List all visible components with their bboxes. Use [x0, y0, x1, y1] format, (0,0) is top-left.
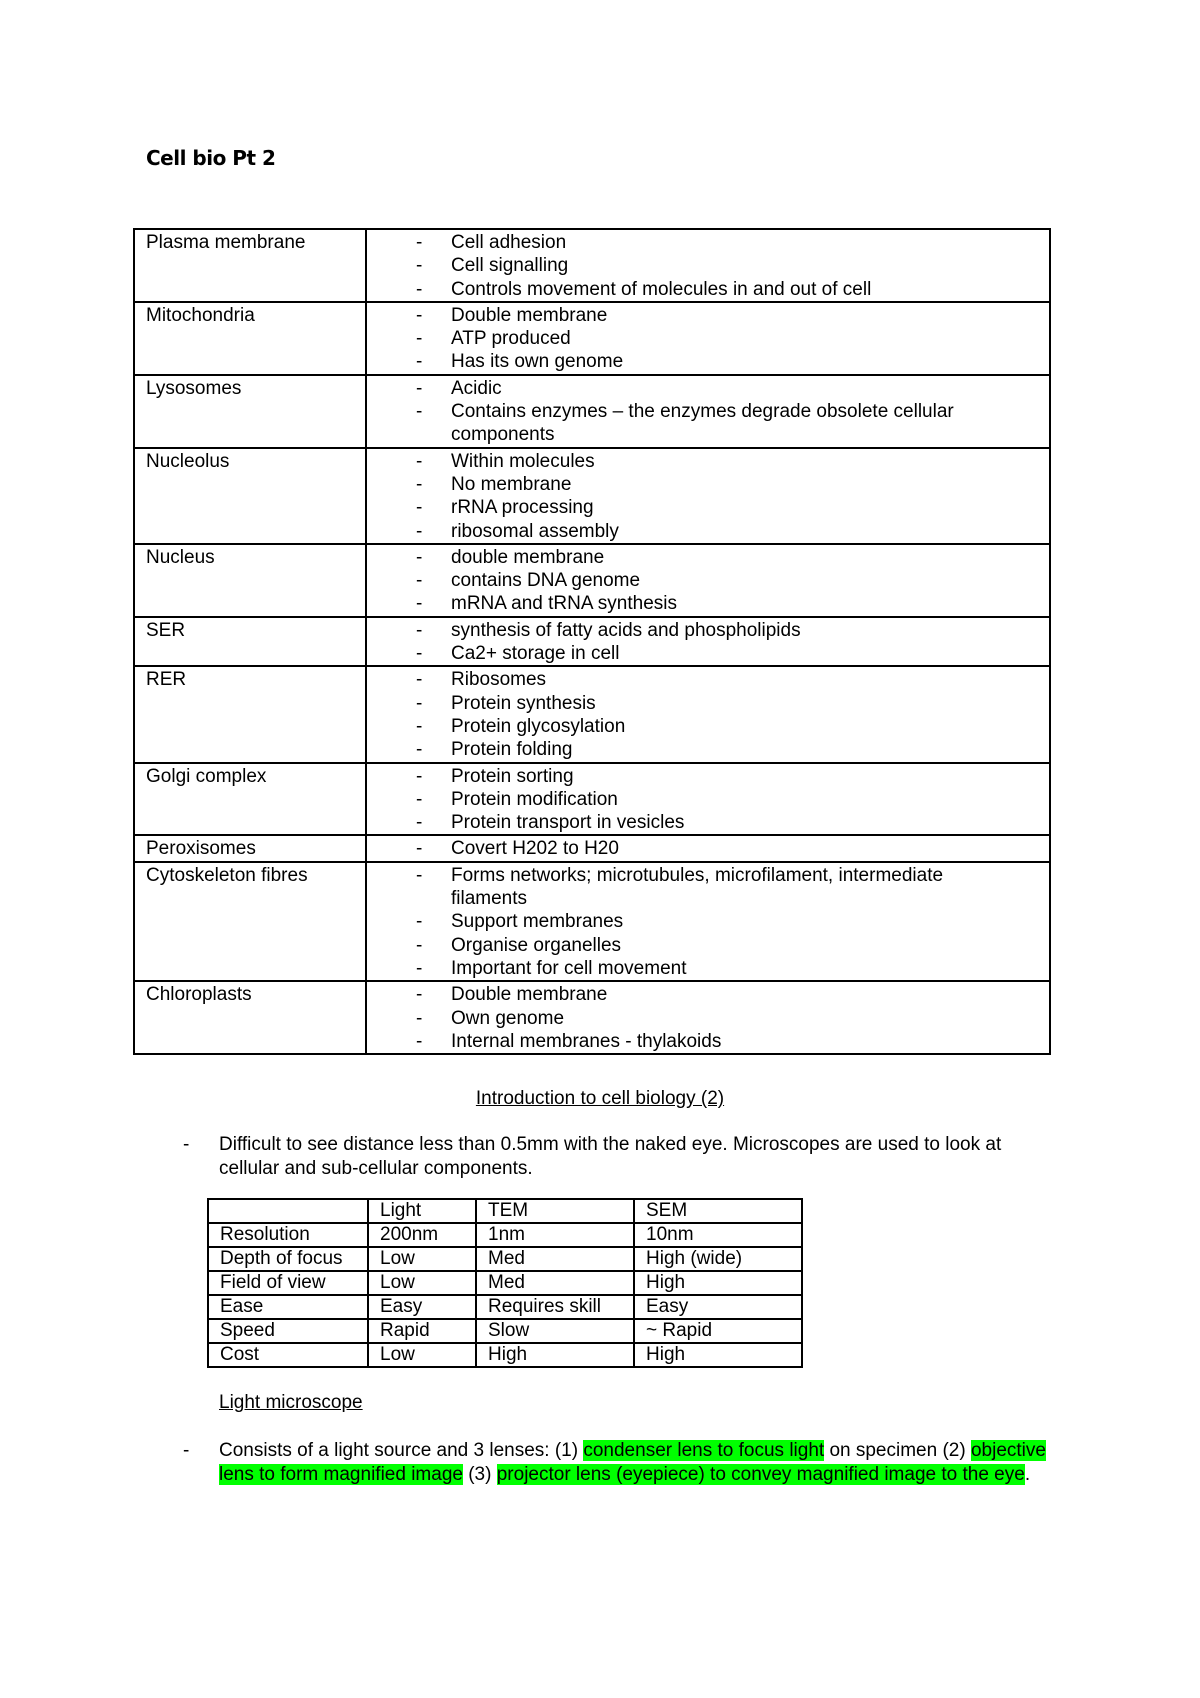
organelle-point-text: Support membranes — [451, 911, 624, 933]
bullet-dash: - — [416, 812, 423, 834]
microscope-comparison-table — [207, 1198, 803, 1368]
light-microscope-bullet — [183, 1439, 1053, 1486]
table-cell: 200nm — [368, 1223, 476, 1247]
highlighted-text: projector lens (eyepiece) to convey magnified image to the eye — [496, 1463, 1025, 1485]
organelle-table — [133, 228, 1051, 1055]
organelle-row — [134, 302, 1050, 375]
organelle-point — [367, 569, 1049, 592]
organelle-point — [367, 788, 1049, 811]
organelle-point-text: No membrane — [451, 473, 572, 495]
organelle-points — [366, 617, 1050, 667]
organelle-name: Cytoskeleton fibres — [134, 862, 366, 981]
organelle-row — [134, 862, 1050, 981]
organelle-row — [134, 617, 1050, 667]
highlighted-text: condenser lens to focus light — [583, 1440, 825, 1461]
organelle-point — [367, 350, 1049, 373]
bullet-dash: - — [416, 984, 423, 1006]
light-microscope-text — [219, 1439, 1053, 1486]
column-header: TEM — [476, 1199, 634, 1223]
organelle-name: Nucleolus — [134, 448, 366, 544]
organelle-points — [366, 229, 1050, 302]
organelle-point-text: Protein transport in vesicles — [451, 812, 685, 834]
organelle-point-text: rRNA processing — [451, 497, 594, 519]
organelle-point-text: Double membrane — [451, 304, 608, 326]
table-cell: Med — [476, 1247, 634, 1271]
organelle-name: SER — [134, 617, 366, 667]
table-cell: ~ Rapid — [634, 1319, 802, 1343]
organelle-point — [367, 811, 1049, 834]
organelle-point-text: Forms networks; microtubules, microfilament, intermediate filaments — [451, 864, 944, 910]
organelle-point-text: Double membrane — [451, 984, 608, 1006]
organelle-name: Plasma membrane — [134, 229, 366, 302]
light-microscope-heading-text: Light microscope — [219, 1392, 363, 1413]
text-run: Consists of a light source and 3 lenses: (1) — [219, 1440, 584, 1461]
organelle-point-text: Has its own genome — [451, 351, 624, 373]
intro-heading-text: Introduction to cell biology (2) — [475, 1088, 725, 1109]
organelle-point-text: Ca2+ storage in cell — [451, 643, 620, 665]
bullet-dash: - — [416, 864, 423, 886]
organelle-point — [367, 520, 1049, 543]
light-microscope-heading — [219, 1392, 363, 1414]
bullet-dash: - — [416, 1007, 423, 1029]
row-label: Ease — [208, 1295, 368, 1319]
table-cell: Slow — [476, 1319, 634, 1343]
bullet-dash: - — [416, 765, 423, 787]
organelle-row — [134, 229, 1050, 302]
organelle-point-text: ribosomal assembly — [451, 520, 619, 542]
table-row — [208, 1271, 802, 1295]
bullet-dash: - — [416, 497, 423, 519]
bullet-dash: - — [416, 692, 423, 714]
organelle-point-text: contains DNA genome — [451, 570, 641, 592]
organelle-point — [367, 692, 1049, 715]
organelle-points — [366, 448, 1050, 544]
organelle-point-text: Covert H202 to H20 — [451, 838, 619, 860]
text-run: . — [1024, 1463, 1031, 1485]
organelle-points — [366, 981, 1050, 1054]
organelle-row — [134, 981, 1050, 1054]
organelle-point — [367, 327, 1049, 350]
bullet-dash: - — [416, 546, 423, 568]
organelle-point-text: Protein glycosylation — [451, 715, 626, 737]
bullet-dash: - — [416, 450, 423, 472]
table-cell: Easy — [368, 1295, 476, 1319]
organelle-name: RER — [134, 666, 366, 762]
organelle-point-text: Acidic — [451, 377, 502, 399]
organelle-point — [367, 400, 1049, 447]
row-label: Field of view — [208, 1271, 368, 1295]
highlighted-text: objective lens to form magnified image — [219, 1440, 1046, 1485]
organelle-name: Peroxisomes — [134, 835, 366, 861]
table-cell: Low — [368, 1343, 476, 1367]
organelle-point — [367, 496, 1049, 519]
bullet-dash: - — [416, 669, 423, 691]
organelle-name: Nucleus — [134, 544, 366, 617]
text-run: (3) — [462, 1463, 497, 1485]
organelle-point — [367, 837, 1049, 860]
organelle-point-text: Protein synthesis — [451, 692, 596, 714]
intro-bullet — [183, 1133, 1063, 1180]
row-label: Speed — [208, 1319, 368, 1343]
organelle-point — [367, 304, 1049, 327]
bullet-dash: - — [416, 328, 423, 350]
organelle-point-text: Internal membranes - thylakoids — [451, 1030, 722, 1052]
organelle-point — [367, 738, 1049, 761]
organelle-name: Lysosomes — [134, 375, 366, 448]
organelle-point — [367, 278, 1049, 301]
bullet-dash: - — [416, 255, 423, 277]
organelle-point-text: Contains enzymes – the enzymes degrade obsolete cellular components — [451, 401, 954, 446]
bullet-dash: - — [416, 377, 423, 399]
table-cell: 1nm — [476, 1223, 634, 1247]
bullet-dash: - — [416, 1030, 423, 1052]
bullet-dash: - — [416, 593, 423, 615]
bullet-dash: - — [183, 1440, 190, 1461]
organelle-name: Golgi complex — [134, 763, 366, 836]
organelle-point-text: Organise organelles — [451, 934, 622, 956]
organelle-point — [367, 910, 1049, 933]
text-run: on specimen (2) — [824, 1440, 971, 1461]
organelle-points — [366, 763, 1050, 836]
organelle-points — [366, 544, 1050, 617]
organelle-point — [367, 473, 1049, 496]
bullet-dash: - — [416, 838, 423, 860]
organelle-point-text: Within molecules — [451, 450, 595, 472]
intro-heading — [0, 1088, 1200, 1110]
table-cell: Med — [476, 1271, 634, 1295]
organelle-point — [367, 765, 1049, 788]
table-row — [208, 1223, 802, 1247]
organelle-name: Mitochondria — [134, 302, 366, 375]
organelle-point-text: synthesis of fatty acids and phospholipids — [451, 619, 801, 641]
bullet-dash: - — [416, 401, 423, 423]
bullet-dash: - — [416, 643, 423, 665]
organelle-point-text: Cell adhesion — [451, 232, 567, 253]
organelle-point-text: Protein modification — [451, 788, 618, 810]
organelle-point — [367, 592, 1049, 615]
column-header — [208, 1199, 368, 1223]
bullet-dash: - — [416, 304, 423, 326]
organelle-point-text: Controls movement of molecules in and out of cell — [451, 278, 872, 300]
organelle-point-text: double membrane — [451, 546, 605, 568]
table-cell: High — [476, 1343, 634, 1367]
organelle-row — [134, 666, 1050, 762]
organelle-point — [367, 546, 1049, 569]
organelle-points — [366, 862, 1050, 981]
row-label: Depth of focus — [208, 1247, 368, 1271]
bullet-dash: - — [416, 232, 423, 253]
organelle-point — [367, 231, 1049, 254]
table-cell: 10nm — [634, 1223, 802, 1247]
organelle-name: Chloroplasts — [134, 981, 366, 1054]
organelle-point — [367, 934, 1049, 957]
organelle-point — [367, 957, 1049, 980]
table-cell: Rapid — [368, 1319, 476, 1343]
organelle-point-text: ATP produced — [451, 328, 571, 350]
organelle-point — [367, 1030, 1049, 1053]
bullet-dash: - — [416, 351, 423, 373]
bullet-dash: - — [416, 934, 423, 956]
bullet-dash: - — [416, 739, 423, 761]
table-cell: High — [634, 1271, 802, 1295]
organelle-points — [366, 375, 1050, 448]
row-label: Cost — [208, 1343, 368, 1367]
organelle-points — [366, 302, 1050, 375]
organelle-point — [367, 715, 1049, 738]
table-row — [208, 1295, 802, 1319]
intro-bullet-text: Difficult to see distance less than 0.5mm with the naked eye. Microscopes are used to look at cellular and sub-cellular components. — [219, 1134, 1002, 1179]
organelle-point — [367, 619, 1049, 642]
organelle-points — [366, 835, 1050, 861]
organelle-row — [134, 375, 1050, 448]
organelle-row — [134, 835, 1050, 861]
bullet-dash: - — [416, 520, 423, 542]
table-cell: High (wide) — [634, 1247, 802, 1271]
organelle-point-text: Ribosomes — [451, 669, 547, 691]
table-row — [208, 1343, 802, 1367]
table-cell: Low — [368, 1271, 476, 1295]
organelle-point-text: Cell signalling — [451, 255, 569, 277]
bullet-dash: - — [416, 715, 423, 737]
organelle-point — [367, 983, 1049, 1006]
table-cell: Requires skill — [476, 1295, 634, 1319]
organelle-point-text: Protein sorting — [451, 765, 574, 787]
bullet-dash: - — [183, 1134, 190, 1155]
organelle-point-text: Important for cell movement — [451, 957, 687, 979]
organelle-point — [367, 668, 1049, 691]
bullet-dash: - — [416, 957, 423, 979]
bullet-dash: - — [416, 473, 423, 495]
organelle-point-text: mRNA and tRNA synthesis — [451, 593, 677, 615]
organelle-row — [134, 544, 1050, 617]
table-header-row — [208, 1199, 802, 1223]
table-cell: High — [634, 1343, 802, 1367]
bullet-dash: - — [416, 911, 423, 933]
column-header: SEM — [634, 1199, 802, 1223]
column-header: Light — [368, 1199, 476, 1223]
organelle-point — [367, 254, 1049, 277]
organelle-point — [367, 377, 1049, 400]
organelle-point — [367, 1007, 1049, 1030]
document-title: Cell bio Pt 2 — [146, 146, 276, 170]
bullet-dash: - — [416, 570, 423, 592]
table-row — [208, 1247, 802, 1271]
row-label: Resolution — [208, 1223, 368, 1247]
bullet-dash: - — [416, 278, 423, 300]
organelle-point — [367, 450, 1049, 473]
organelle-row — [134, 763, 1050, 836]
table-cell: Easy — [634, 1295, 802, 1319]
table-row — [208, 1319, 802, 1343]
organelle-points — [366, 666, 1050, 762]
organelle-point-text: Own genome — [451, 1007, 565, 1029]
organelle-point — [367, 864, 1049, 911]
bullet-dash: - — [416, 619, 423, 641]
bullet-dash: - — [416, 788, 423, 810]
organelle-point — [367, 642, 1049, 665]
organelle-row — [134, 448, 1050, 544]
table-cell: Low — [368, 1247, 476, 1271]
organelle-point-text: Protein folding — [451, 739, 573, 761]
